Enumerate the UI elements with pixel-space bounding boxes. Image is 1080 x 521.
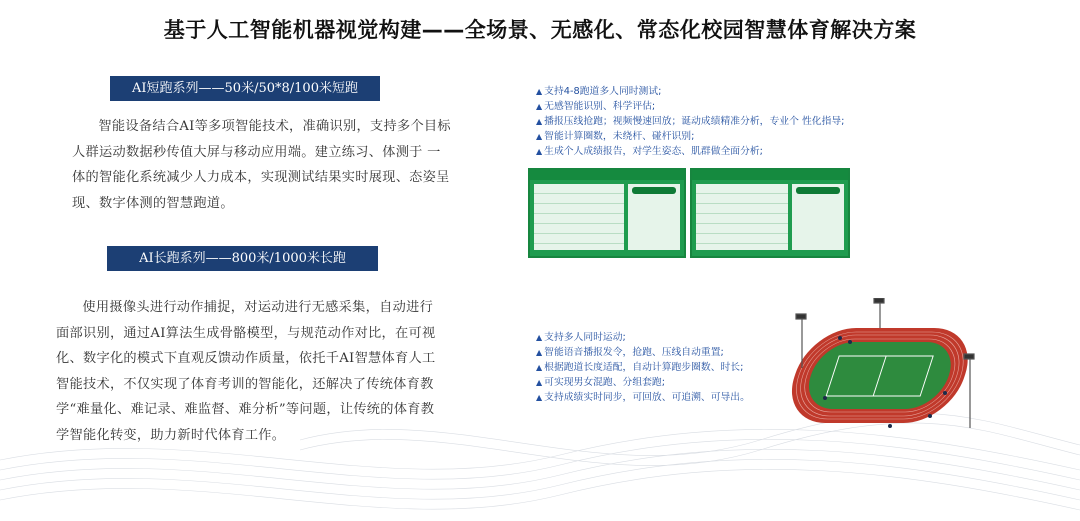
distance-feature-item: ▲ 根据跑道长度适配，自动计算跑步圈数、时长;	[536, 360, 786, 375]
sprint-feature-item: ▲ 支持4-8跑道多人同时测试;	[536, 84, 896, 99]
sprint-description: 智能设备结合AI等多项智能技术，准确识别，支持多个目标人群运动数据秒传值大屏与移动应用端。建立练习、体测于 一 体的智能化系统减少人力成本，实现测试结果实时展现、态姿呈现、数字体测的智慧跑道。	[72, 119, 451, 211]
sprint-feature-item: ▲ 生成个人成绩报告，对学生姿态、肌群做全面分析;	[536, 144, 896, 159]
distance-feature-item: ▲ 智能语音播报发令，抢跑、压线自动重置;	[536, 345, 786, 360]
sprint-dashboard-screenshot-left	[528, 168, 686, 258]
sprint-feature-item: ▲ 播报压线抢跑；视频慢速回放；诞动成绩精准分析，专业个 性化指导;	[536, 114, 896, 129]
sprint-dashboard-screenshot-right	[690, 168, 850, 258]
running-track-illustration	[780, 298, 980, 448]
sprint-heading: AI短跑系列——50米/50*8/100米短跑	[132, 81, 358, 96]
sprint-feature-list	[536, 84, 896, 159]
sprint-feature-item: ▲ 智能计算圈数，未绕杆、碰杆识别;	[536, 129, 896, 144]
page-title: 基于人工智能机器视觉构建——全场景、无感化、常态化校园智慧体育解决方案	[163, 18, 917, 42]
distance-description: 使用摄像头进行动作捕捉，对运动进行无感采集，自动进行面部识别，通过AI算法生成骨骼模型，与规范动作对比，在可视化、数字化的模式下直观反馈动作质量，依托千AI智慧体育人工智能技术，不仅实现了体育考训的智能化，还解决了传统体育教学“难量化、难记录、难监督、难分析”等问题，让传统的体育教学智能化转变，助力新时代体育工作。	[56, 300, 436, 443]
distance-feature-item: ▲ 可实现男女混跑、分组套跑;	[536, 375, 786, 390]
sprint-heading-bar	[110, 76, 380, 101]
distance-heading: AI长跑系列——800米/1000米长跑	[139, 251, 346, 266]
distance-feature-item: ▲ 支持成绩实时同步，可回放、可追溯、可导出。	[536, 390, 786, 405]
distance-feature-item: ▲ 支持多人同时运动;	[536, 330, 786, 345]
sprint-feature-item: ▲ 无感智能识别、科学评估;	[536, 99, 896, 114]
distance-heading-bar	[107, 246, 378, 271]
distance-feature-list	[536, 330, 786, 405]
